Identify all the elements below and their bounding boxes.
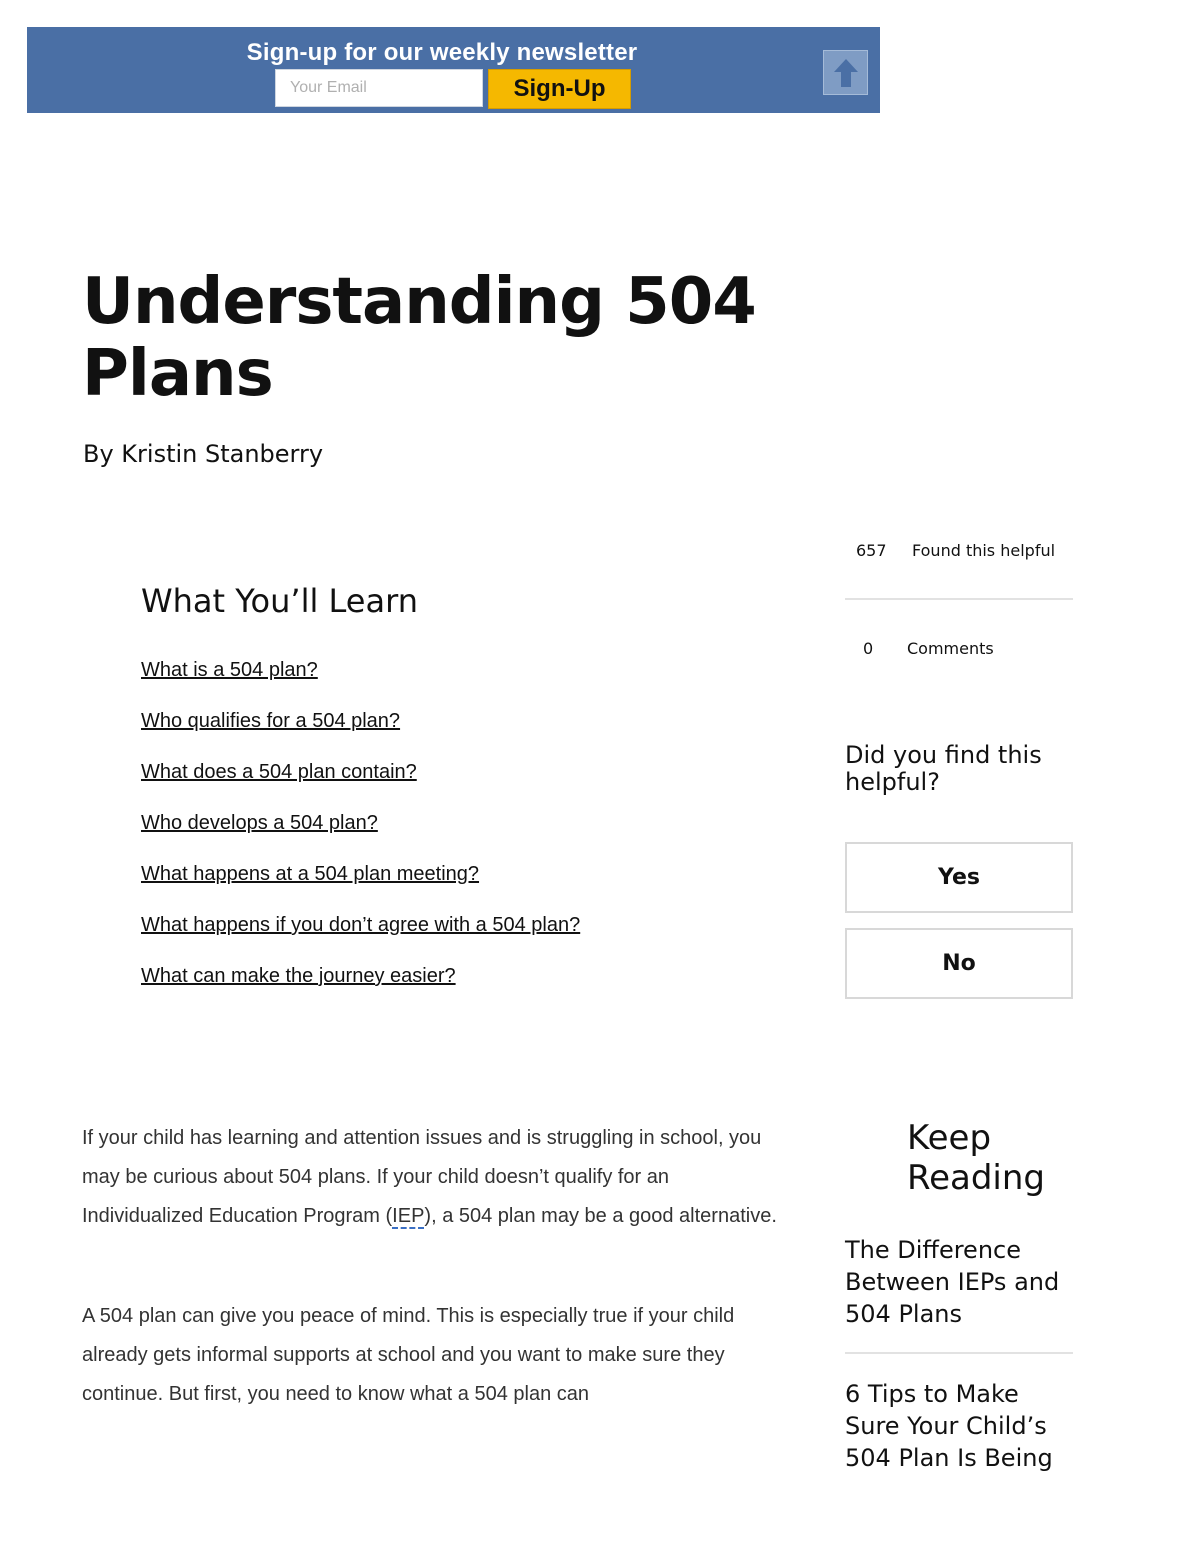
yes-button[interactable]: Yes [845,842,1073,913]
body-paragraph [82,1119,782,1236]
learn-link[interactable]: Who qualifies for a 504 plan? [141,710,401,732]
email-input[interactable] [275,69,483,107]
list-item [141,707,580,758]
related-article-link[interactable]: 6 Tips to Make Sure Your Child’s 504 Plan Is Being [845,1380,1053,1472]
learn-link[interactable]: What can make the journey easier? [141,965,456,987]
arrow-up-icon [832,57,860,89]
newsletter-title: Sign-up for our weekly newsletter [246,39,638,66]
comments-label[interactable]: Comments [907,639,994,658]
page-title: Understanding 504 Plans [82,265,756,411]
body-paragraph: A 504 plan can give you peace of mind. This is especially true if your child already gets informal supports at school and you want to make sure they continue. But first, you need to know what a 504 plan can [82,1305,735,1405]
learn-link[interactable]: Who develops a 504 plan? [141,812,378,834]
related-article-link[interactable]: The Difference Between IEPs and 504 Plans [845,1236,1060,1328]
learn-link[interactable]: What does a 504 plan contain? [141,761,417,783]
list-item [141,911,580,962]
comments-count[interactable]: 0 [863,639,874,658]
list-item [141,809,580,860]
learn-link[interactable]: What happens at a 504 plan meeting? [141,863,480,885]
signup-button[interactable]: Sign-Up [488,69,631,109]
helpful-label: Found this helpful [912,541,1056,560]
newsletter-banner [27,27,880,113]
learn-link[interactable]: What happens if you don’t agree with a 504 plan? [141,914,581,936]
byline: By Kristin Stanberry [83,440,324,468]
list-item [141,656,580,707]
learn-heading: What You’ll Learn [141,582,418,620]
list-item [141,962,580,1013]
list-item [141,860,580,911]
learn-link[interactable]: What is a 504 plan? [141,659,318,681]
feedback-question: Did you find this helpful? [845,741,1042,796]
iep-link[interactable]: IEP [392,1205,425,1227]
back-to-top-button[interactable] [823,50,868,95]
body-text: If your child has learning and attention issues and is struggling in school, you may be curious about 504 plans. If your child doesn’t qualify for an Individualized Education Program ( [82,1127,762,1227]
learn-list [141,656,580,1013]
divider [845,598,1073,600]
keep-reading-heading: Keep Reading [907,1118,1046,1198]
divider [845,1352,1073,1354]
body-text: ), a 504 plan may be a good alternative. [424,1205,777,1227]
no-button[interactable]: No [845,928,1073,999]
list-item [141,758,580,809]
helpful-count: 657 [856,541,887,560]
